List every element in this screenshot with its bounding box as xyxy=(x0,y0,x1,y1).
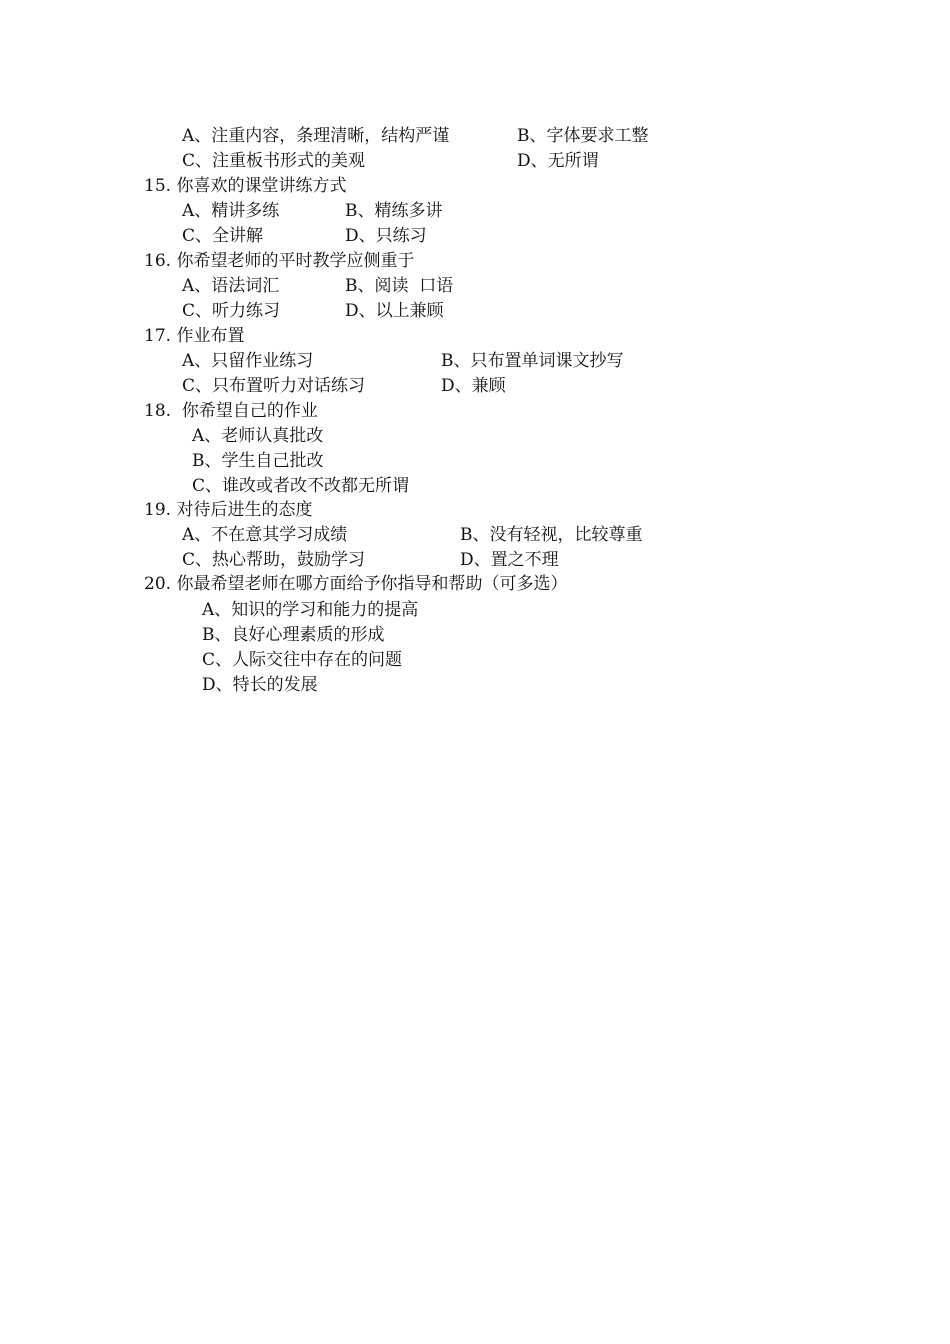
option-19-d: D、置之不理 xyxy=(460,550,559,570)
question-17-stem: 17. 作业布置 xyxy=(144,326,245,346)
question-19-stem: 19. 对待后进生的态度 xyxy=(144,500,313,520)
option-16-b: B、阅读 口语 xyxy=(345,276,454,296)
question-20-stem: 20. 你最希望老师在哪方面给予你指导和帮助（可多选） xyxy=(144,574,568,594)
option-16-a: A、语法词汇 xyxy=(182,276,280,296)
option-20-b: B、良好心理素质的形成 xyxy=(202,625,385,645)
option-20-c: C、人际交往中存在的问题 xyxy=(202,650,403,670)
question-18-stem: 18. 你希望自己的作业 xyxy=(144,401,318,421)
option-20-d: D、特长的发展 xyxy=(202,675,318,695)
option-16-d: D、以上兼顾 xyxy=(345,301,444,321)
option-14-b: B、字体要求工整 xyxy=(517,126,649,146)
option-19-a: A、不在意其学习成绩 xyxy=(182,525,348,545)
option-18-b: B、学生自己批改 xyxy=(192,451,324,471)
option-15-a: A、精讲多练 xyxy=(182,201,280,221)
option-14-d: D、无所谓 xyxy=(517,151,599,171)
option-19-c: C、热心帮助，鼓励学习 xyxy=(182,550,366,570)
option-15-b: B、精练多讲 xyxy=(345,201,443,221)
option-15-c: C、全讲解 xyxy=(182,226,264,246)
option-15-d: D、只练习 xyxy=(345,226,427,246)
option-17-b: B、只布置单词课文抄写 xyxy=(441,351,624,371)
option-14-a: A、注重内容，条理清晰，结构严谨 xyxy=(182,126,450,146)
option-19-b: B、没有轻视，比较尊重 xyxy=(460,525,643,545)
option-17-a: A、只留作业练习 xyxy=(182,351,314,371)
option-18-c: C、谁改或者改不改都无所谓 xyxy=(192,476,410,496)
option-17-c: C、只布置听力对话练习 xyxy=(182,376,366,396)
question-15-stem: 15. 你喜欢的课堂讲练方式 xyxy=(144,176,347,196)
option-14-c: C、注重板书形式的美观 xyxy=(182,151,366,171)
option-16-c: C、听力练习 xyxy=(182,301,281,321)
option-17-d: D、兼顾 xyxy=(441,376,506,396)
option-20-a: A、知识的学习和能力的提高 xyxy=(202,600,419,620)
option-18-a: A、老师认真批改 xyxy=(192,426,324,446)
question-16-stem: 16. 你希望老师的平时教学应侧重于 xyxy=(144,251,415,271)
